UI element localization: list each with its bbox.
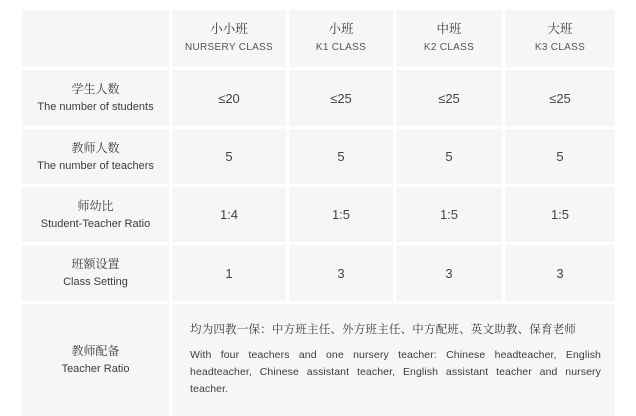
header-en: NURSERY CLASS [184, 42, 273, 53]
table-cell: 1:5 [289, 187, 393, 242]
class-comparison-table [22, 10, 616, 416]
header-zh: 中班 [436, 22, 462, 36]
table-cell: 3 [396, 245, 502, 301]
header-k2-class [396, 10, 502, 67]
row-label-zh: 教师配备 [71, 344, 120, 358]
row-label-en: The number of students [37, 101, 154, 113]
header-k1-class [289, 10, 393, 67]
table-cell: 5 [396, 129, 502, 184]
teacher-ratio-detail-en: With four teachers and one nursery teacher: Chinese headteacher, English headteacher, Chinese assistant teacher, English assistant teacher and nursery teacher. [190, 349, 601, 395]
table-cell: 3 [505, 245, 615, 301]
row-label-zh: 教师人数 [71, 140, 120, 155]
header-en: K3 CLASS [534, 42, 586, 53]
row-label-zh: 学生人数 [71, 82, 120, 96]
table-cell: 1:5 [505, 187, 615, 242]
row-label-teachers [22, 129, 169, 184]
table-cell: 1:5 [396, 187, 502, 242]
row-label-en: Class Setting [63, 276, 128, 288]
row-label-students [22, 70, 169, 126]
table-cell: 5 [172, 129, 286, 184]
row-label-zh: 班额设置 [71, 257, 120, 271]
table-cell: ≤25 [289, 70, 393, 126]
header-zh: 大班 [547, 22, 573, 36]
teacher-ratio-detail [172, 304, 615, 416]
header-en: K1 CLASS [315, 42, 367, 53]
row-label-en: Teacher Ratio [61, 363, 130, 375]
table-cell: 5 [505, 129, 615, 184]
header-zh: 小小班 [210, 22, 248, 36]
header-en: K2 CLASS [423, 42, 475, 53]
row-label-en: Student-Teacher Ratio [40, 217, 151, 230]
table-cell: 3 [289, 245, 393, 301]
row-label-zh: 师幼比 [77, 198, 114, 213]
table-cell: ≤20 [172, 70, 286, 126]
row-label-en: The number of teachers [37, 159, 154, 172]
table-cell: 1:4 [172, 187, 286, 242]
table-cell: ≤25 [505, 70, 615, 126]
header-nursery-class [172, 10, 286, 67]
row-label-student-teacher-ratio [22, 187, 169, 242]
table-cell: ≤25 [396, 70, 502, 126]
row-label-class-setting [22, 245, 169, 301]
table-cell: 5 [289, 129, 393, 184]
header-zh: 小班 [328, 22, 354, 36]
table-cell: 1 [172, 245, 286, 301]
header-corner-cell [22, 10, 169, 67]
teacher-ratio-detail-zh: 均为四教一保：中方班主任、外方班主任、中方配班、英文助教、保育老师 [190, 324, 577, 336]
header-k3-class [505, 10, 615, 67]
row-label-teacher-ratio [22, 304, 169, 416]
